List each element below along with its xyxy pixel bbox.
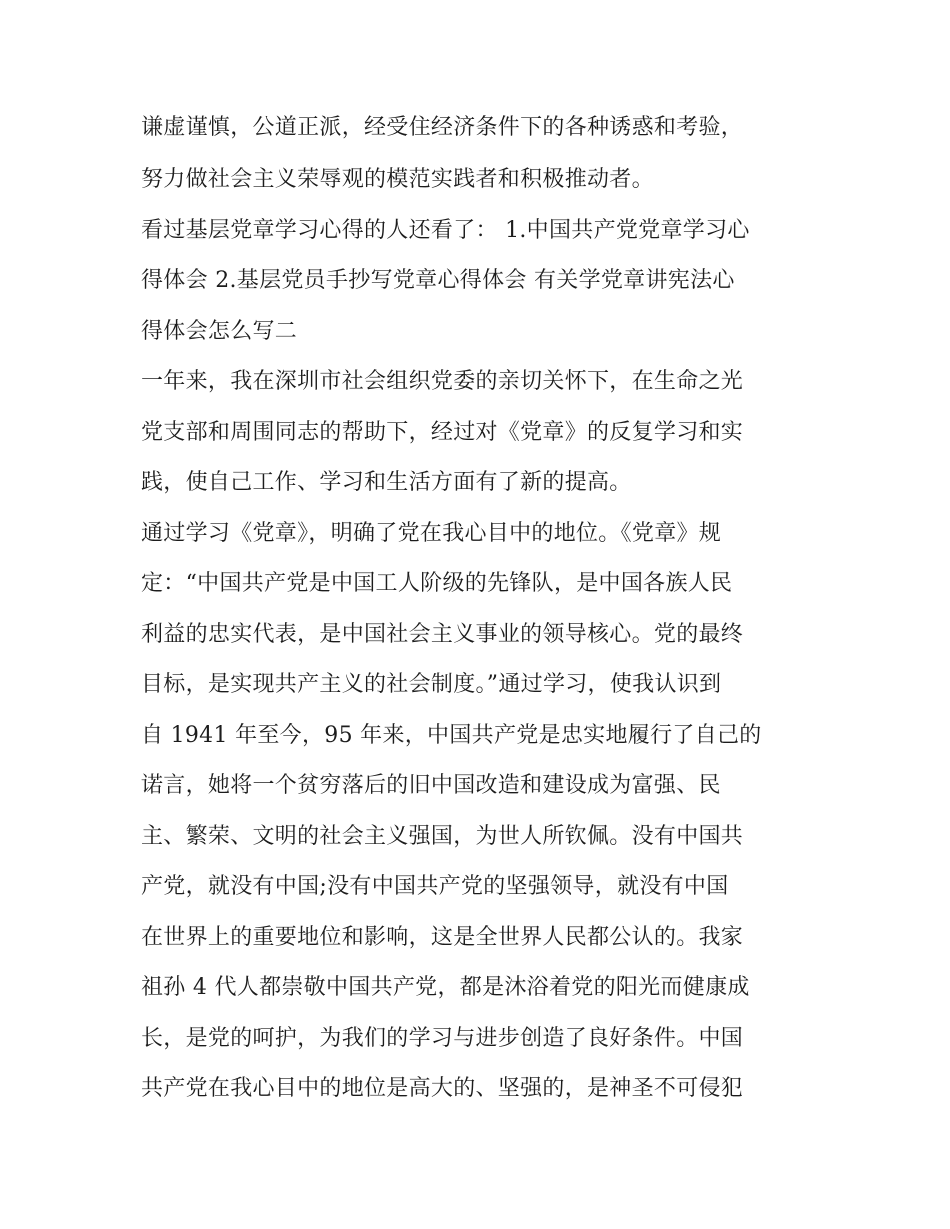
text-line: 定：“中国共产党是中国工人阶级的先锋队，是中国各族人民: [141, 571, 733, 596]
text-line: 祖孙 4 代人都崇敬中国共产党，都是沐浴着党的阳光而健康成: [141, 975, 750, 1000]
text-line: 在世界上的重要地位和影响，这是全世界人民都公认的。我家: [141, 925, 744, 950]
text-line: 看过基层党章学习心得的人还看了： 1.中国共产党党章学习心: [141, 218, 750, 243]
text-line: 共产党在我心目中的地位是高大的、坚强的，是神圣不可侵犯: [141, 1076, 744, 1101]
text-line: 一年来，我在深圳市社会组织党委的亲切关怀下，在生命之光: [141, 369, 744, 394]
text-line: 自 1941 年至今，95 年来，中国共产党是忠实地履行了自己的: [141, 723, 762, 748]
text-line: 谦虚谨慎，公道正派，经受住经济条件下的各种诱惑和考验，: [141, 115, 744, 140]
text-line: 努力做社会主义荣辱观的模范实践者和积极推动者。: [141, 167, 654, 192]
text-line: 利益的忠实代表，是中国社会主义事业的领导核心。党的最终: [141, 622, 744, 647]
text-line: 目标，是实现共产主义的社会制度。”通过学习，使我认识到: [141, 672, 722, 697]
text-line: 诺言，她将一个贫穷落后的旧中国改造和建设成为富强、民: [141, 773, 721, 798]
text-line: 主、繁荣、文明的社会主义强国，为世人所钦佩。没有中国共: [141, 824, 744, 849]
text-line: 长，是党的呵护，为我们的学习与进步创造了良好条件。中国: [141, 1026, 744, 1051]
text-line: 得体会怎么写二: [141, 319, 298, 344]
text-line: 得体会 2.基层党员手抄写党章心得体会 有关学党章讲宪法心: [141, 268, 735, 293]
text-line: 通过学习《党章》，明确了党在我心目中的地位。《党章》规: [141, 521, 722, 546]
text-line: 产党，就没有中国;没有中国共产党的坚强领导，就没有中国: [141, 874, 729, 899]
text-line: 党支部和周围同志的帮助下，经过对《党章》的反复学习和实: [141, 420, 744, 445]
text-line: 践，使自己工作、学习和生活方面有了新的提高。: [141, 470, 632, 495]
